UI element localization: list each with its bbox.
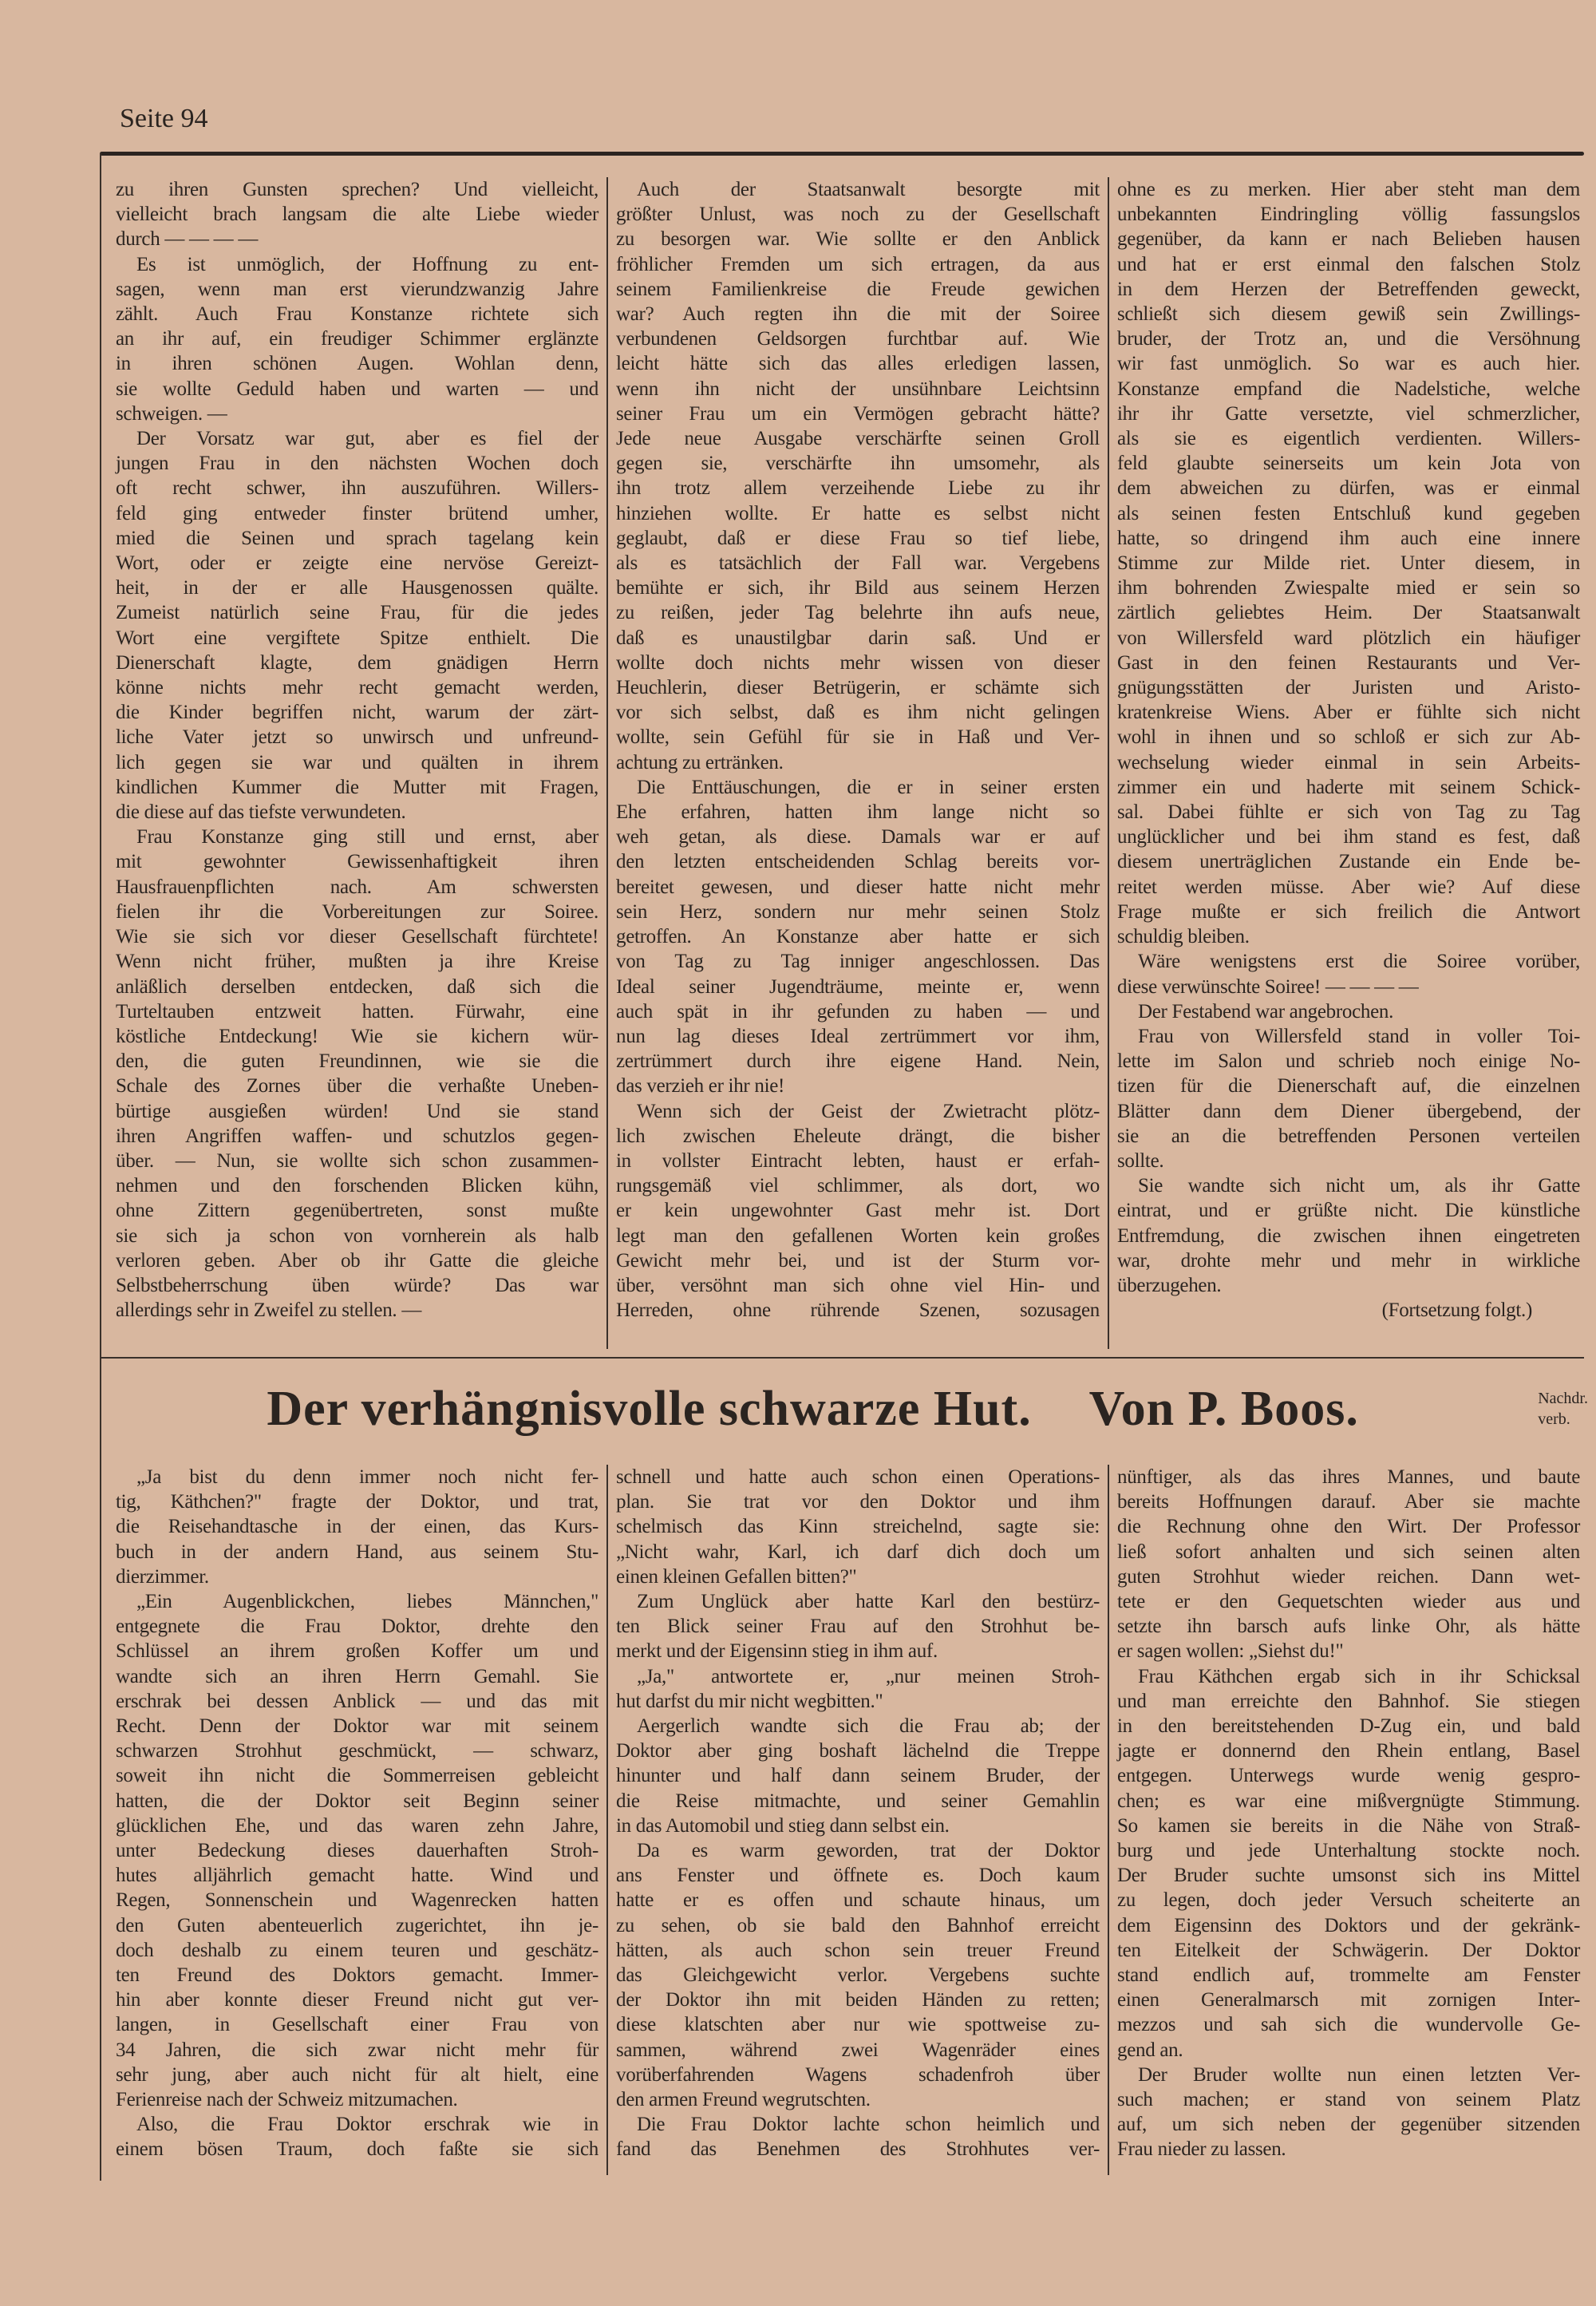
text-line: das Gleichgewicht verlor. Vergebens suchte	[616, 1964, 1100, 1987]
text-line: die diese auf das tiefste verwundeten.	[116, 801, 406, 824]
text-line: Wenn nicht früher, mußten ja ihre Kreise	[116, 951, 598, 973]
text-line: tig, Käthchen?" fragte der Doktor, und trat,	[116, 1491, 598, 1513]
text-line: feld glaubte seinerseits um kein Jota von	[1117, 453, 1580, 475]
text-line: lette im Salon und schrieb noch einige No-	[1117, 1050, 1580, 1073]
text-line: ohne es zu merken. Hier aber steht man dem	[1117, 179, 1580, 200]
column-divider	[1108, 177, 1109, 1349]
column-divider	[1108, 1465, 1109, 2175]
text-line: zählt. Auch Frau Konstanze richtete sich	[116, 303, 598, 326]
text-line: lich zwischen Eheleute drängt, die bisher	[616, 1125, 1100, 1147]
text-line: in vollster Eintracht lebten, haust er erfah-	[616, 1149, 1100, 1172]
frame-left-line	[100, 153, 101, 2181]
text-line: schelmisch das Kinn streichelnd, sagte sie:	[616, 1516, 1100, 1538]
text-line: achtung zu ertränken.	[616, 751, 784, 773]
story-column-1	[116, 1465, 598, 2162]
text-line: nünftiger, als das ihres Mannes, und baute	[1117, 1466, 1580, 1488]
text-line: wandte sich an ihren Herrn Gemahl. Sie	[116, 1665, 598, 1687]
text-line: verbundenen Geldsorgen furchtbar auf. Wie	[616, 328, 1100, 350]
text-line: zu besorgen war. Wie sollte er den Anblick	[616, 228, 1100, 251]
text-line: fröhlicher Fremden um sich ertragen, da aus	[616, 253, 1100, 275]
text-line: sie an die betreffenden Personen verteilen	[1117, 1125, 1580, 1147]
text-line: diesem unerträglichen Zustande ein Ende be-	[1117, 851, 1580, 873]
text-line: kratenkreise Wiens. Aber er fühlte sich nicht	[1117, 702, 1580, 724]
text-line: Wort, oder er zeigte eine nervöse Gereizt-	[116, 552, 598, 575]
text-line: bürtige ausgießen würden! Und sie stand	[116, 1100, 598, 1122]
text-line: guten Strohhut wieder reichen. Dann wet-	[1117, 1565, 1580, 1588]
text-line: mied die Seinen und sprach tagelang kein	[116, 527, 598, 549]
text-line: entgegen. Unterwegs wurde wenig gespro-	[1117, 1765, 1580, 1787]
text-line: bruder, der Trotz an, und die Versöhnung	[1117, 328, 1580, 350]
text-line: Herreden, ohne rührende Szenen, sozusagen	[616, 1299, 1100, 1322]
text-line: vielleicht brach langsam die alte Liebe wieder	[116, 204, 598, 226]
text-line: ihn trotz allem verzeihende Liebe zu ihr	[616, 477, 1100, 500]
story-title-text: Der verhängnisvolle schwarze Hut.	[267, 1382, 1032, 1436]
text-line: sollte.	[1117, 1149, 1164, 1172]
text-line: Jede neue Ausgabe verschärfte seinen Groll	[616, 428, 1100, 450]
text-line: tizen für die Dienerschaft auf, die einzelnen	[1117, 1075, 1580, 1098]
text-line: er kein ungewohnter Gast mehr ist. Dort	[616, 1200, 1100, 1222]
text-line: hatte, so dringend ihm auch eine innere	[1117, 527, 1580, 549]
text-line: die Rechnung ohne den Wirt. Der Professor	[1117, 1516, 1580, 1538]
text-line: seiner Frau um ein Vermögen gebracht hätte?	[616, 402, 1100, 425]
text-line: Regen, Sonnenschein und Wagenrecken hatten	[116, 1889, 598, 1912]
text-line: soweit ihn nicht die Sommerreisen gebleicht	[116, 1765, 598, 1787]
text-line: Der Vorsatz war gut, aber es fiel der	[136, 428, 598, 450]
text-line: den armen Freund wegrutschten.	[616, 2089, 871, 2111]
text-line: gegen sie, verschärfte ihn umsomehr, als	[616, 453, 1100, 475]
text-line: fielen ihr die Vorbereitungen zur Soiree.	[116, 900, 598, 923]
text-line: in den bereitstehenden D-Zug ein, und bald	[1117, 1715, 1580, 1738]
text-line: wollte, sein Gefühl für sie in Haß und Ver-	[616, 726, 1100, 749]
text-line: durch — — — —	[116, 228, 259, 251]
text-line: wollte doch nichts mehr wissen von dieser	[616, 651, 1100, 674]
text-line: chen; es war eine mißvergnügte Stimmung.	[1117, 1790, 1580, 1812]
text-line: Wort eine vergiftete Spitze enthielt. Die	[116, 627, 598, 649]
text-line: dem abweichen zu dürfen, was er einmal	[1117, 477, 1580, 500]
text-line: gnügungsstätten der Juristen und Aristo-	[1117, 677, 1580, 699]
text-line: Da es warm geworden, trat der Doktor	[637, 1840, 1100, 1862]
text-line: köstliche Entdeckung! Wie sie kichern wür-	[116, 1025, 598, 1047]
text-line: schuldig bleiben.	[1117, 926, 1250, 948]
text-line: hutes alljährlich gemacht hatte. Wind und	[116, 1865, 598, 1887]
text-line: fand das Benehmen des Strohhutes ver-	[616, 2138, 1100, 2161]
text-line: Hausfrauenpflichten nach. Am schwersten	[116, 876, 598, 898]
text-line: zu ihren Gunsten sprechen? Und vielleicht,	[116, 179, 598, 200]
text-line: vor sich selbst, daß es ihm nicht gelingen	[616, 702, 1100, 724]
text-line: „Nicht wahr, Karl, ich darf dich doch um	[616, 1541, 1100, 1563]
text-line: sagen, wenn man erst vierundzwanzig Jahre	[116, 278, 598, 300]
text-line: hatten, die der Doktor seit Beginn seiner	[116, 1790, 598, 1812]
text-line: der Doktor ihn mit beiden Händen zu retten;	[616, 1989, 1100, 2011]
story-column-2	[616, 1465, 1100, 2162]
text-line: rungsgemäß viel schlimmer, als dort, wo	[616, 1175, 1100, 1197]
serial-column-2	[616, 177, 1100, 1323]
text-line: schließt sich diesem gewiß sein Zwillings-	[1117, 303, 1580, 326]
text-line: Auch der Staatsanwalt besorgte mit	[637, 179, 1100, 200]
text-line: Frau von Willersfeld stand in voller Toi-	[1138, 1025, 1580, 1047]
text-line: ihren Angriffen waffen- und schutzlos gegen-	[116, 1125, 598, 1147]
text-line: dierzimmer.	[116, 1565, 209, 1588]
top-rule	[100, 152, 1584, 156]
text-line: nehmen und den forschenden Blicken kühn,	[116, 1175, 598, 1197]
text-line: und hat er erst einmal den falschen Stolz	[1117, 253, 1580, 275]
text-line: einem bösen Traum, doch faßte sie sich	[116, 2138, 598, 2161]
text-line: allerdings sehr in Zweifel zu stellen. —	[116, 1299, 422, 1322]
text-line: ans Fenster und öffnete es. Doch kaum	[616, 1865, 1100, 1887]
text-line: ten Freund des Doktors gemacht. Immer-	[116, 1964, 598, 1987]
text-line: heit, in der er alle Hausgenossen quälte.	[116, 577, 598, 599]
text-line: Die Enttäuschungen, die er in seiner ersten	[637, 776, 1100, 798]
text-line: Entfremdung, die zwischen ihnen eingetreten	[1117, 1224, 1580, 1247]
text-line: sal. Dabei fühlte er sich von Tag zu Tag	[1117, 801, 1580, 824]
text-line: vorüberfahrenden Wagens schadenfroh über	[616, 2063, 1100, 2086]
text-line: dem Eigensinn des Doktors und der gekränk-	[1117, 1914, 1580, 1936]
text-line: bereits Hoffnungen darauf. Aber sie machte	[1117, 1491, 1580, 1513]
text-line: setzte ihn barsch aufs linke Ohr, als hätte	[1117, 1616, 1580, 1638]
text-line: plan. Sie trat vor den Doktor und ihm	[616, 1491, 1100, 1513]
text-line: daß es unaustilgbar darin saß. Und er	[616, 627, 1100, 649]
text-line: diese verwünschte Soiree! — — — —	[1117, 975, 1419, 998]
text-line: glücklichen Ehe, und das waren zehn Jahre,	[116, 1814, 598, 1837]
text-line: sein Herz, sondern nur mehr seinen Stolz	[616, 900, 1100, 923]
text-line: ohne Zittern gegenübertreten, sonst mußte	[116, 1200, 598, 1222]
text-line: stand endlich auf, trommelte am Fenster	[1117, 1964, 1580, 1987]
text-line: Der Bruder suchte umsonst sich ins Mittel	[1117, 1865, 1580, 1887]
text-line: sehr jung, aber auch nicht für alt hielt, eine	[116, 2063, 598, 2086]
text-line: den letzten entscheidenden Schlag bereits vor-	[616, 851, 1100, 873]
text-line: einen kleinen Gefallen bitten?"	[616, 1565, 857, 1588]
text-line: Zum Unglück aber hatte Karl den bestürz-	[637, 1591, 1100, 1613]
story-heading	[104, 1377, 1588, 1441]
text-line: in das Automobil und stieg dann selbst ein.	[616, 1814, 950, 1837]
column-divider	[606, 1465, 608, 2175]
text-line: Stimme zur Milde riet. Unter diesem, in	[1117, 552, 1580, 575]
text-line: von Tag zu Tag inniger angeschlossen. Das	[616, 951, 1100, 973]
story-column-3	[1117, 1465, 1580, 2162]
text-line: war, drohte mehr und mehr in wirkliche	[1117, 1249, 1580, 1272]
text-line: Turteltauben entzweit hatten. Fürwahr, eine	[116, 1000, 598, 1022]
text-line: hatte er es offen und schaute hinaus, um	[616, 1889, 1100, 1912]
text-line: such machen; er stand von seinem Platz	[1117, 2089, 1580, 2111]
story-author: Von P. Boos.	[1088, 1382, 1359, 1436]
text-line: bereitet gewesen, und dieser hatte nicht mehr	[616, 876, 1100, 898]
text-line: hin aber konnte dieser Freund nicht gut ver-	[116, 1989, 598, 2011]
text-line: Frage mußte er sich freilich die Antwort	[1117, 900, 1580, 923]
text-line: ließ sofort anhalten und sich seinen alten	[1117, 1541, 1580, 1563]
text-line: gegenüber, da kann er nach Belieben hausen	[1117, 228, 1580, 251]
text-line: Frau nieder zu lassen.	[1117, 2138, 1286, 2161]
text-line: So kamen sie bereits in die Nähe von Straß-	[1117, 1814, 1580, 1837]
text-line: Ferienreise nach der Schweiz mitzumachen.	[116, 2089, 458, 2111]
text-line: bemühte er sich, ihr Bild aus seinem Herzen	[616, 577, 1100, 599]
text-line: und man erreichte den Bahnhof. Sie stiegen	[1117, 1690, 1580, 1712]
text-line: Heuchlerin, dieser Betrügerin, er schämte sich	[616, 677, 1100, 699]
text-line: Blätter dann dem Diener übergebend, der	[1117, 1100, 1580, 1122]
text-line: seinem Familienkreise die Freude gewichen	[616, 278, 1100, 300]
text-line: wenn ihn nicht der unsühnbare Leichtsinn	[616, 378, 1100, 400]
text-line: Ideal seiner Jugendträume, meinte er, wenn	[616, 975, 1100, 998]
text-line: Es ist unmöglich, der Hoffnung zu ent-	[136, 253, 598, 275]
text-line: diese klatschten aber nur wie spottweise zu-	[616, 2014, 1100, 2036]
text-line: langen, in Gesellschaft einer Frau von	[116, 2014, 598, 2036]
text-line: reitet werden müsse. Aber wie? Auf diese	[1117, 876, 1580, 898]
text-line: schwarzen Strohhut geschmückt, — schwarz,	[116, 1740, 598, 1762]
text-line: erschrak bei dessen Anblick — und das mit	[116, 1690, 598, 1712]
text-line: Also, die Frau Doktor erschrak wie in	[136, 2114, 598, 2136]
text-line: Wäre wenigstens erst die Soiree vorüber,	[1138, 951, 1580, 973]
text-line: die Reise mitmachte, und seiner Gemahlin	[616, 1790, 1100, 1812]
text-line: (Fortsetzung folgt.)	[1381, 1299, 1532, 1322]
text-line: den, die guten Freundinnen, wie sie die	[116, 1050, 598, 1073]
text-line: lich gegen sie war und quälten in ihrem	[116, 751, 598, 773]
text-line: Schale des Zornes über die verhaßte Uneben-	[116, 1075, 598, 1098]
text-line: tete er den Gequetschten wieder aus und	[1117, 1591, 1580, 1613]
text-line: ten Eitelkeit der Schwägerin. Der Doktor	[1117, 1939, 1580, 1961]
text-line: buch in der andern Hand, aus seinem Stu-	[116, 1541, 598, 1563]
text-line: zertrümmert durch ihre eigene Hand. Nein,	[616, 1050, 1100, 1073]
text-line: 34 Jahren, die sich zwar nicht mehr für	[116, 2039, 598, 2061]
text-line: gend an.	[1117, 2039, 1183, 2061]
text-line: als sie es eigentlich verdienten. Willers-	[1117, 428, 1580, 450]
column-divider	[606, 177, 608, 1349]
reprint-note-line: verb.	[1538, 1410, 1570, 1428]
text-line: ten Blick seiner Frau auf den Strohhut be-	[616, 1616, 1100, 1638]
text-line: größter Unlust, was noch zu der Gesellschaft	[616, 204, 1100, 226]
text-line: Schlüssel an ihrem großen Koffer um und	[116, 1640, 598, 1663]
text-line: ihm bohrenden Zwiespalte mied er sein so	[1117, 577, 1580, 599]
text-line: entgegnete die Frau Doktor, drehte den	[116, 1616, 598, 1638]
text-line: einen Generalmarsch mit zornigen Inter-	[1117, 1989, 1580, 2011]
text-line: sammen, während zwei Wagenräder eines	[616, 2039, 1100, 2061]
text-line: legt man den gefallenen Worten kein großes	[616, 1224, 1100, 1247]
text-line: unter Bedeckung dieses dauerhaften Stroh-	[116, 1840, 598, 1862]
text-line: Doktor aber ging boshaft lächelnd die Treppe	[616, 1740, 1100, 1762]
text-line: wohl in ihnen und so schloß er sich zur Ab-	[1117, 726, 1580, 749]
text-line: er sagen wollen: „Siehst du!"	[1117, 1640, 1344, 1663]
text-line: leicht hätte sich das alles erledigen lassen,	[616, 353, 1100, 375]
reprint-note	[1538, 1388, 1588, 1430]
text-line: hinunter und half dann seinem Bruder, der	[616, 1765, 1100, 1787]
text-line: Sie wandte sich nicht um, als ihr Gatte	[1138, 1175, 1580, 1197]
text-line: Die Frau Doktor lachte schon heimlich und	[637, 2114, 1100, 2136]
text-line: zu legen, doch jeder Versuch scheiterte an	[1117, 1889, 1580, 1912]
text-line: jagte er donnernd den Rhein entlang, Basel	[1117, 1740, 1580, 1762]
text-line: zärtlich geliebtes Heim. Der Staatsanwalt	[1117, 602, 1580, 624]
text-line: das verzieh er ihr nie!	[616, 1075, 785, 1098]
text-line: Recht. Denn der Doktor war mit seinem	[116, 1715, 598, 1738]
text-line: als es tatsächlich der Fall war. Vergebens	[616, 552, 1100, 575]
text-line: die Reisehandtasche in der einen, das Kurs-	[116, 1516, 598, 1538]
text-line: Wenn sich der Geist der Zwietracht plötz-	[637, 1100, 1100, 1122]
text-line: die Kinder begriffen nicht, warum der zärt-	[116, 702, 598, 724]
text-line: mit gewohnter Gewissenhaftigkeit ihren	[116, 851, 598, 873]
text-line: geglaubt, daß er diese Frau so tief liebe,	[616, 527, 1100, 549]
text-line: liche Vater jetzt so unwirsch und unfreund-	[116, 726, 598, 749]
text-line: könne nichts mehr recht gemacht werden,	[116, 677, 598, 699]
text-line: Der Festabend war angebrochen.	[1138, 1000, 1394, 1022]
text-line: den Guten abenteuerlich zugerichtet, ihn je-	[116, 1914, 598, 1936]
text-line: ihr ihr Gatte versetzte, viel schmerzlicher,	[1117, 402, 1580, 425]
text-line: Der Bruder wollte nun einen letzten Ver-	[1138, 2063, 1580, 2086]
text-line: in ihren schönen Augen. Wohlan denn,	[116, 353, 598, 375]
text-line: wechselung wieder einmal in sein Arbeits-	[1117, 751, 1580, 773]
text-line: hinziehen wollte. Er hatte es selbst nicht	[616, 502, 1100, 524]
text-line: war? Auch regten ihn die mit der Soiree	[616, 303, 1100, 326]
text-line: eintrat, und er grüßte nicht. Die künstliche	[1117, 1200, 1580, 1222]
text-line: Frau Käthchen ergab sich in ihr Schicksal	[1138, 1665, 1580, 1687]
text-line: „Ein Augenblickchen, liebes Männchen,"	[136, 1591, 598, 1613]
text-line: sie sich ja schon von vornherein als halb	[116, 1224, 598, 1247]
text-line: Wie sie sich vor dieser Gesellschaft fürchtete!	[116, 926, 598, 948]
text-line: wir fast unmöglich. So war es auch hier.	[1117, 353, 1580, 375]
text-line: als seinen festen Entschluß kund gegeben	[1117, 502, 1580, 524]
text-line: Aergerlich wandte sich die Frau ab; der	[637, 1715, 1100, 1738]
serial-column-1	[116, 177, 598, 1323]
text-line: zu reißen, jeder Tag belehrte ihn aufs neue,	[616, 602, 1100, 624]
text-line: unglücklicher und bei ihm stand es fest, daß	[1117, 826, 1580, 848]
text-line: über, versöhnt man sich ohne viel Hin- und	[616, 1274, 1100, 1296]
text-line: getroffen. An Konstanze aber hatte er sich	[616, 926, 1100, 948]
text-line: „Ja bist du denn immer noch nicht fer-	[136, 1466, 598, 1488]
text-line: schnell und hatte auch schon einen Operations-	[616, 1466, 1100, 1488]
text-line: burg und jede Unterhaltung stockte noch.	[1117, 1840, 1580, 1862]
text-line: Zumeist natürlich seine Frau, für die jedes	[116, 602, 598, 624]
text-line: jungen Frau in den nächsten Wochen doch	[116, 453, 598, 475]
text-line: doch deshalb zu einem teuren und geschätz-	[116, 1939, 598, 1961]
text-line: auf, um sich neben der gegenüber sitzenden	[1117, 2114, 1580, 2136]
text-line: hut darfst du mir nicht wegbitten."	[616, 1690, 883, 1712]
text-line: Ehe erfahren, hatten ihm lange nicht so	[616, 801, 1100, 824]
text-line: mezzos und sah sich die wundervolle Ge-	[1117, 2014, 1580, 2036]
section-divider	[100, 1357, 1584, 1359]
text-line: hätten, als auch schon sein treuer Freund	[616, 1939, 1100, 1961]
text-line: Selbstbeherrschung üben würde? Das war	[116, 1274, 598, 1296]
text-line: Frau Konstanze ging still und ernst, aber	[136, 826, 598, 848]
text-line: zu sehen, ob sie bald den Bahnhof erreicht	[616, 1914, 1100, 1936]
text-line: weh getan, als diese. Damals war er auf	[616, 826, 1100, 848]
text-line: „Ja," antwortete er, „nur meinen Stroh-	[637, 1665, 1100, 1687]
text-line: unbekannten Eindringling völlig fassungslos	[1117, 204, 1580, 226]
text-line: an ihr auf, ein freudiger Schimmer erglänzte	[116, 328, 598, 350]
text-line: verloren geben. Aber ob ihr Gatte die gleiche	[116, 1249, 598, 1272]
text-line: schweigen. —	[116, 402, 227, 425]
story-title	[104, 1377, 1522, 1441]
text-line: feld ging entweder finster brütend umher,	[116, 502, 598, 524]
text-line: auch spät in ihr gefunden zu haben — und	[616, 1000, 1100, 1022]
text-line: zimmer ein und haderte mit seinem Schick-	[1117, 776, 1580, 798]
text-line: überzugehen.	[1117, 1274, 1222, 1296]
text-line: von Willersfeld ward plötzlich ein häufiger	[1117, 627, 1580, 649]
text-line: Gewicht mehr bei, und ist der Sturm vor-	[616, 1249, 1100, 1272]
text-line: oft recht schwer, ihn auszuführen. Willers-	[116, 477, 598, 500]
text-line: Dienerschaft klagte, dem gnädigen Herrn	[116, 651, 598, 674]
text-line: merkt und der Eigensinn stieg in ihm auf.	[616, 1640, 938, 1663]
text-line: in dem Herzen der Betreffenden geweckt,	[1117, 278, 1580, 300]
reprint-note-line: Nachdr.	[1538, 1390, 1588, 1407]
text-line: Konstanze empfand die Nadelstiche, welche	[1117, 378, 1580, 400]
text-line: kindlichen Kummer die Mutter mit Fragen,	[116, 776, 598, 798]
text-line: nun lag dieses Ideal zertrümmert vor ihm,	[616, 1025, 1100, 1047]
page-number: Seite 94	[120, 104, 208, 133]
text-line: Gast in den feinen Restaurants und Ver-	[1117, 651, 1580, 674]
text-line: über. — Nun, sie wollte sich schon zusammen-	[116, 1149, 598, 1172]
text-line: sie wollte Geduld haben und warten — und	[116, 378, 598, 400]
text-line: anläßlich derselben entdecken, daß sich die	[116, 975, 598, 998]
serial-column-3	[1117, 177, 1580, 1323]
